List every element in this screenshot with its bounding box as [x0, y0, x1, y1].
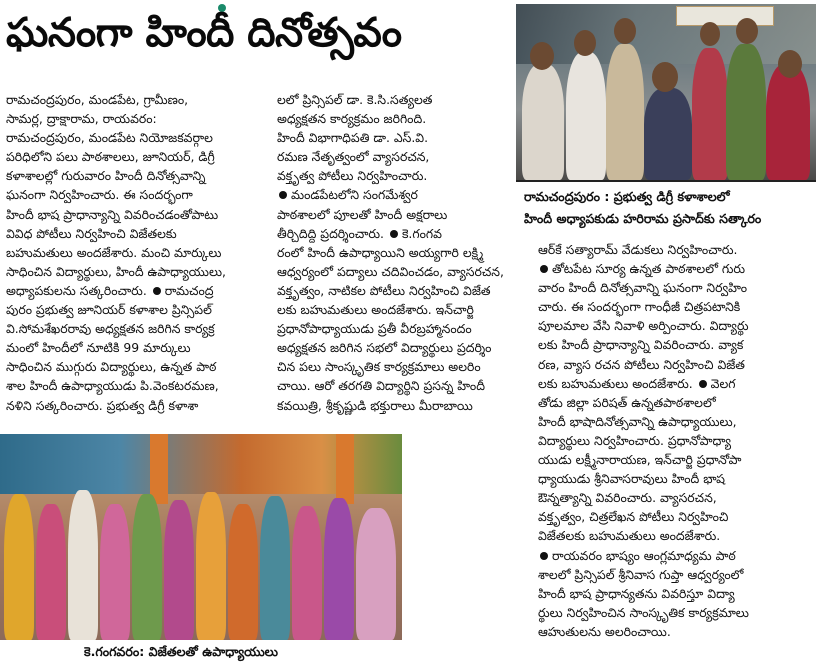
text-line: చాయి. ఆరో తరగతి విద్యార్థిని ప్రసన్న హిందీ	[277, 378, 485, 394]
person-head	[736, 18, 758, 44]
text-line: హిందీ భాషాదినోత్సవాన్ని ఉపాధ్యాయులు,	[538, 413, 737, 429]
text-line: అధ్యక్షతన జరిగిన సభలో విద్యార్థులు ప్రదర్శిం	[277, 340, 492, 356]
photo-banner	[676, 6, 774, 26]
bullet-icon	[540, 552, 548, 560]
text-span: రాయవరం భాష్యం ఆంగ్లమాధ్యమ పాఠ	[552, 547, 736, 563]
bullet-icon	[279, 191, 287, 199]
text-line	[538, 374, 816, 393]
text-line: పురం ప్రభుత్వ జూనియర్ కళాశాల ప్రిన్సిపల్	[6, 302, 212, 318]
person-head	[530, 42, 554, 70]
text-line: హిందీ భాష ప్రాధాన్యాన్ని వివరించడంతోపాటు	[6, 206, 219, 222]
text-line: అధ్యక్షతన కార్యక్రమం జరిగింది.	[277, 111, 427, 127]
person-head	[778, 50, 802, 78]
text-line: వివిధ పోటీలు నిర్వహించి విజేతలకు	[6, 225, 177, 241]
article-column-2	[277, 90, 527, 415]
text-line: సాధించిన ముగ్గురు విద్యార్థులు, ఉన్నత పాఠ	[6, 359, 217, 375]
text-line: హిందీ భాష ప్రాధాన్యతను వివరిస్తూ విద్యా	[538, 585, 735, 601]
text-line: పూలమాల వేసి నివాళి అర్పించారు. విద్యార్థు	[538, 318, 749, 334]
person-figure	[566, 52, 606, 180]
caption-line: హిందీ అధ్యాపకుడు హరిరామ ప్రసాద్‌కు సత్కారం	[524, 211, 762, 226]
person-figure	[228, 504, 258, 640]
text-line: వారం హిందీ దినోత్సవాన్ని ఘనంగా నిర్వహిం	[538, 280, 748, 296]
text-span: అధ్యాపకులను సత్కరించారు.	[6, 282, 147, 298]
photo-caption-text	[524, 186, 761, 230]
person-figure	[324, 498, 354, 640]
text-span: తోటపేట సూర్య ఉన్నత పాఠశాలలో గురు	[552, 261, 746, 277]
text-line	[277, 224, 527, 243]
text-line: ఘనంగా నిర్వహించారు. ఈ సందర్భంగా	[6, 187, 193, 203]
person-figure	[260, 496, 290, 640]
text-line: కవయిత్రి, శ్రీకృష్ణుడి భక్తురాలు మీరాబాయి	[277, 397, 473, 413]
text-line: ఔన్నత్యాన్ని వివరించారు. వ్యాసరచన,	[538, 490, 717, 506]
person-figure	[766, 64, 810, 180]
text-line: లకు హిందీ ప్రాధాన్యాన్ని వివరించారు. వ్యాక	[538, 337, 744, 353]
text-line: వక్తృత్వ పోటీలు నిర్వహించారు.	[277, 168, 428, 184]
felicitation-photo	[516, 4, 816, 180]
person-head	[614, 18, 636, 44]
person-figure	[726, 44, 766, 180]
text-span: తీర్చిదిద్ది ప్రదర్శించారు.	[277, 225, 384, 241]
article-column-3	[538, 240, 816, 641]
text-line: విజేతలకు బహుమతులు అందజేశారు.	[538, 528, 721, 544]
article-column-1	[6, 90, 268, 415]
person-head	[574, 30, 596, 56]
text-span: వెలగ	[710, 375, 736, 391]
text-line: మంలో హిందీలో నూటికి 99 మార్కులు	[6, 340, 191, 356]
person-figure	[292, 506, 322, 640]
text-line: విద్యార్థులు నిర్వహించారు. ప్రధానోపాధ్యా	[538, 432, 732, 448]
text-line: కళాశాలల్లో గురువారం హిందీ దినోత్సవాన్ని	[6, 168, 206, 184]
text-line: ధ్యాయుడు శ్రీనివాసరావులు హిందీ భాష	[538, 471, 725, 487]
text-line: రామచంద్రపురం, మండపేట నియోజకవర్గాల	[6, 130, 213, 146]
person-figure	[100, 504, 130, 640]
text-line: రంలో హిందీ ఉపాధ్యాయిని అయ్యగారి లక్ష్మి	[277, 244, 484, 260]
text-line: వి.సోమశేఖరరావు అధ్యక్షతన జరిగిన కార్యక్ర	[6, 321, 215, 337]
text-line: శాలలో ప్రిన్సిపల్ శ్రీనివాస గుప్తా ఆధ్వర్యంలో	[538, 566, 744, 582]
text-line: చిన పలు సాంస్కృతిక కార్యక్రమాలు అలరిం	[277, 359, 481, 375]
photo-caption	[0, 640, 402, 669]
text-line: రణ, వ్యాస రచన పోటీలు నిర్వహించి విజేత	[538, 356, 745, 372]
text-line: రమణ నేతృత్వంలో వ్యాసరచన,	[277, 149, 430, 165]
text-line: పరిధిలోని పలు పాఠశాలలు, జూనియర్, డిగ్రీ	[6, 149, 215, 165]
text-line: రామచంద్రపురం, మండపేట, గ్రామీణం,	[6, 92, 189, 107]
person-figure	[196, 492, 226, 640]
person-figure	[164, 500, 194, 640]
text-line: లకు బహుమతులు అందజేశారు. ఇన్‌చార్జి	[277, 302, 474, 318]
text-line	[6, 281, 268, 300]
text-line: వక్తృత్వం, చిత్రలేఖన పోటీలు నిర్వహించి	[538, 509, 729, 525]
text-line: ర్థులు నిర్వహించిన సాంస్కృతిక కార్యక్రమాలు	[538, 604, 749, 620]
text-line: హిందీ విభాగాధిపతి డా. ఎస్.వి.	[277, 130, 429, 146]
photo-caption	[516, 180, 816, 234]
text-line	[277, 185, 527, 204]
text-line: ప్రధానోపాధ్యాయుడు ప్రతీ వీరబ్రహ్మానందం	[277, 321, 472, 337]
person-figure	[4, 494, 34, 640]
caption-line: రామచంద్రపురం : ప్రభుత్వ డిగ్రీ కళాశాలలో	[524, 189, 730, 204]
text-line	[538, 546, 816, 565]
text-span: రామచంద్ర	[164, 282, 214, 298]
photo-pillar	[150, 434, 168, 504]
text-span: మండపేటలోని సంగమేశ్వర	[291, 187, 418, 203]
text-line: లలో ప్రిన్సిపల్ డా. కె.సి.సత్యలత	[277, 92, 433, 107]
text-line: బహుమతులు అందజేశారు. మంచి మార్కులు	[6, 244, 222, 260]
headline: ఘనంగా హిందీ దినోత్సవం	[6, 10, 402, 56]
text-line: నళిని సత్కరించారు. ప్రభుత్వ డిగ్రీ కళాశా	[6, 397, 199, 413]
text-span: లకు బహుమతులు అందజేశారు.	[538, 375, 693, 391]
photo-pillar	[336, 434, 354, 504]
students-group-photo	[0, 434, 402, 640]
person-figure	[522, 64, 564, 180]
person-figure	[606, 44, 644, 180]
text-span: కె.గంగవ	[401, 225, 442, 241]
headline-banner	[0, 0, 508, 82]
text-line: ఆధ్వర్యంలో పద్యాలు చదివించడం, వ్యాసరచన,	[277, 263, 504, 279]
text-line	[538, 259, 816, 278]
photo-caption-text: కె.గంగవరం: విజేతలతో ఉపాధ్యాయులు	[84, 644, 278, 659]
person-figure	[68, 490, 98, 640]
person-figure	[644, 88, 692, 180]
person-head	[700, 22, 720, 46]
text-line: సాధించిన విద్యార్థులు, హిందీ ఉపాధ్యాయులు,	[6, 263, 226, 279]
person-figure	[132, 494, 162, 640]
text-line: సామర్ల, ద్రాక్షారామ, రాయవరం:	[6, 111, 157, 127]
text-line: వక్తృత్వం, నాటికల పోటీలు నిర్వహించి విజేత	[277, 282, 491, 298]
person-figure	[36, 504, 66, 640]
person-figure	[692, 48, 728, 180]
text-line: ఆహుతులను అలరించాయి.	[538, 623, 671, 639]
bullet-icon	[153, 287, 161, 295]
text-line: యుడు లక్ష్మీనారాయణ, ఇన్‌చార్జి ప్రధానోపా	[538, 452, 742, 468]
text-line: శాల హిందీ ఉపాధ్యాయుడు పి.వెంకటరమణ,	[6, 378, 219, 394]
bullet-icon	[699, 380, 707, 388]
bullet-icon	[540, 265, 548, 273]
text-line: తోడు జిల్లా పరిషత్ ఉన్నతపాఠశాలలో	[538, 394, 716, 410]
text-line: చారు. ఈ సందర్భంగా గాంధీజీ చిత్రపటానికి	[538, 299, 741, 315]
person-figure	[356, 508, 396, 640]
person-head	[652, 62, 678, 92]
text-line: ఆర్‌కే సత్యారామ్ వేడుకలు నిర్వహించారు.	[538, 242, 738, 257]
bullet-icon	[390, 230, 398, 238]
text-line: పాఠశాలలో పూలతో హిందీ అక్షరాలు	[277, 206, 448, 222]
